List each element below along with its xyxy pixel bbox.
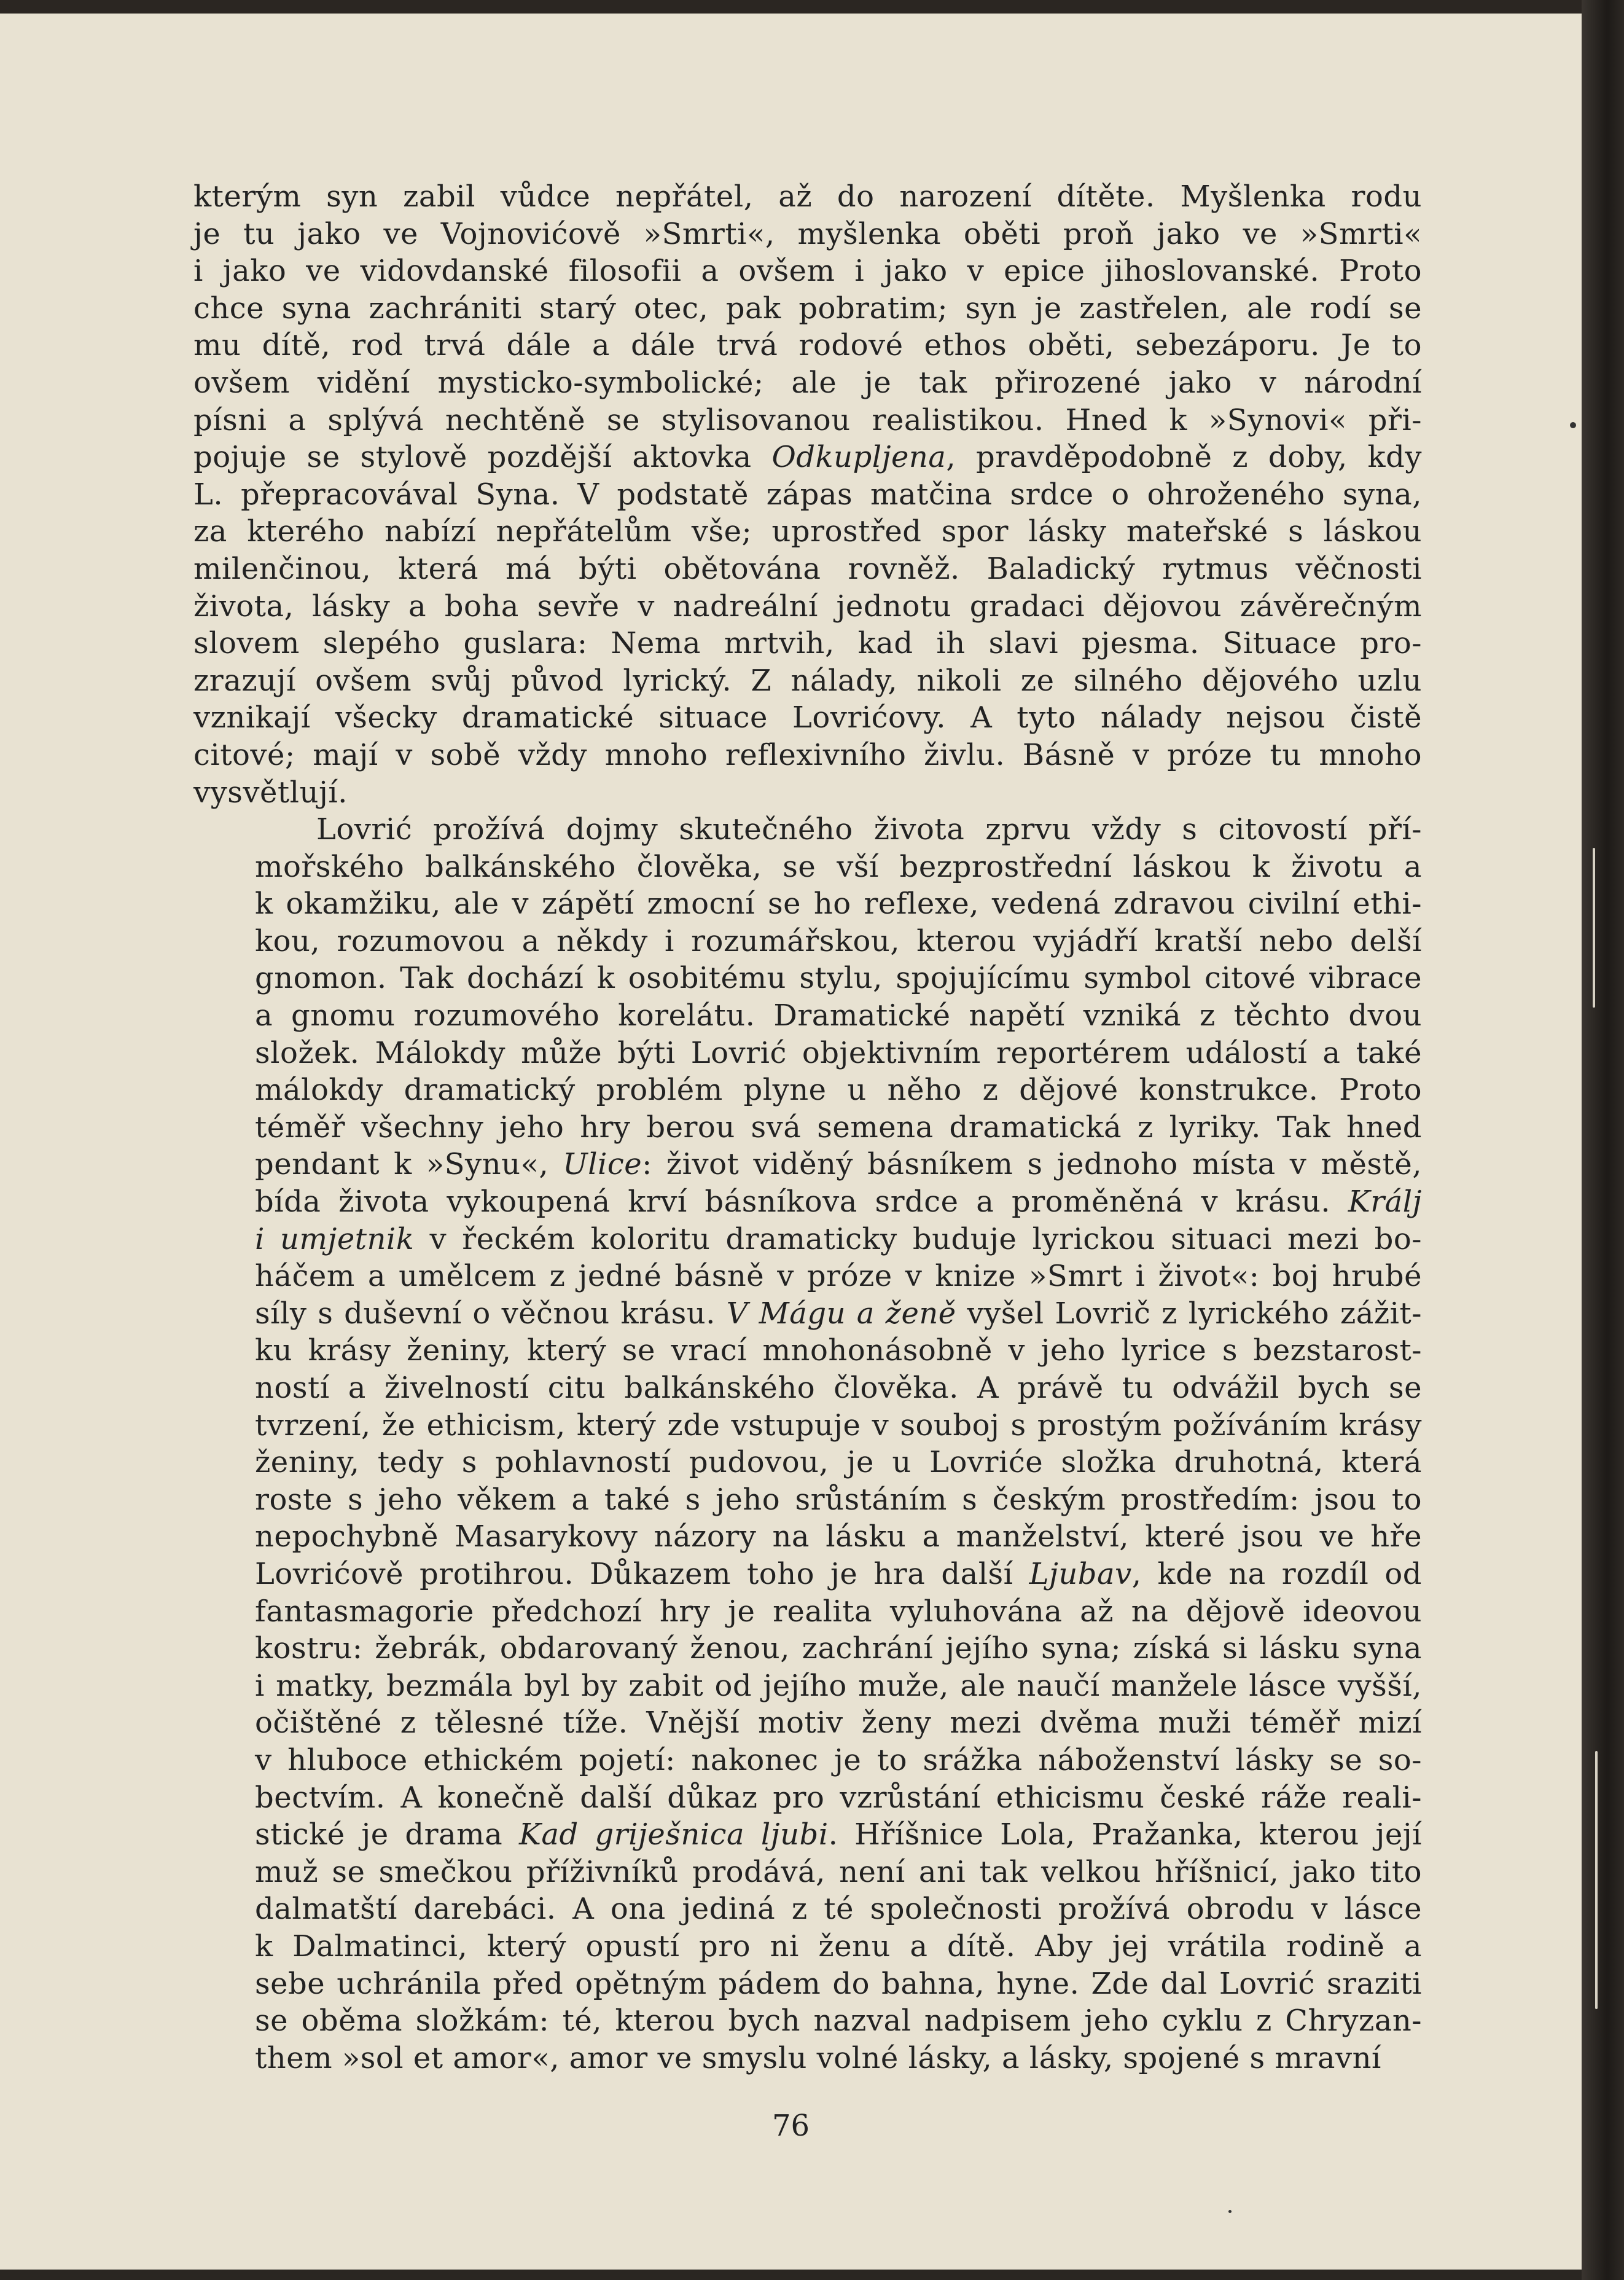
italic-title: Odkupljena [771,440,947,475]
text-segment: sebe uchránila před opětným pádem do bahna, hyne. Zde dal Lovrić sraziti [255,1966,1422,2001]
text-line [193,960,1422,997]
text-segment: vysvětlují. [193,775,348,810]
text-line [193,216,1422,253]
text-segment: pendant k »Synu«, [255,1147,563,1182]
text-segment: nepochybně Masarykovy názory na lásku a manželství, které jsou ve hře [255,1519,1422,1554]
text-line [193,290,1422,327]
text-segment: vznikají všecky dramatické situace Lovrićovy. A tyto nálady nejsou čistě [193,700,1422,735]
paragraph [193,178,1422,811]
text-segment: gnomon. Tak dochází k osobitému stylu, spojujícímu symbol citové vibrace [255,961,1422,996]
italic-title: V Mágu a ženě [726,1296,956,1331]
page-number: 76 [771,2109,810,2143]
text-line [193,848,1422,886]
text-segment: za kterého nabízí nepřátelům vše; uprostřed spor lásky mateřské s láskou [193,514,1422,549]
text-line [193,1704,1422,1742]
italic-title: i umjetnik [255,1221,415,1256]
text-segment: ovšem vidění mysticko-symbolické; ale je tak přirozené jako v národní [193,365,1422,400]
text-line [193,1109,1422,1146]
italic-title: Kad griješnica ljubi [519,1817,829,1852]
text-line [193,923,1422,960]
text-line [193,1035,1422,1072]
text-segment: Lovrić prožívá dojmy skutečného života zprvu vždy s citovostí pří- [316,812,1422,847]
text-line [193,774,1422,812]
text-segment: a gnomu rozumového korelátu. Dramatické napětí vzniká z těchto dvou [255,998,1422,1033]
text-segment: i jako ve vidovdanské filosofii a ovšem i jako v epice jihoslovanské. Proto [193,254,1422,289]
text-line [193,1816,1422,1854]
book-spine [1582,0,1624,2280]
text-segment: života, lásky a boha sevře v nadreální jednotu gradaci dějovou závěrečným [193,589,1422,624]
text-line [193,1071,1422,1109]
text-segment: háčem a umělcem z jedné básně v próze v knize »Smrt i život«: boj hrubé [255,1259,1422,1294]
text-segment: stické je drama [255,1817,520,1852]
body-text [193,178,1422,2077]
text-line [193,1779,1422,1817]
scan-edge-top [0,0,1624,14]
text-line [193,1407,1422,1444]
margin-mark [1570,422,1576,428]
spine-edge [1595,1751,1598,2009]
text-line [193,2002,1422,2040]
text-line [193,625,1422,662]
text-line [193,550,1422,588]
book-page [0,14,1582,2270]
text-segment: citové; mají v sobě vždy mnoho reflexivního živlu. Básně v próze tu mnoho [193,737,1422,772]
text-segment: bectvím. A konečně další důkaz pro vzrůstání ethicismu české ráže reali- [255,1780,1422,1815]
text-line [193,2040,1422,2077]
text-line [193,811,1422,848]
text-segment: složek. Málokdy může býti Lovrić objektivním reportérem událostí a také [255,1035,1422,1070]
text-line [193,513,1422,550]
italic-title: Králj [1348,1185,1422,1220]
italic-title: Ulice [563,1147,642,1182]
text-segment: písni a splývá nechtěně se stylisovanou realistikou. Hned k »Synovi« při- [193,402,1422,437]
text-segment: i matky, bezmála byl by zabit od jejího muže, ale naučí manžele lásce vyšší, [255,1668,1422,1703]
text-segment: k Dalmatinci, který opustí pro ni ženu a dítě. Aby jej vrátila rodině a [255,1929,1422,1964]
text-segment: očištěné z tělesné tíže. Vnější motiv ženy mezi dvěma muži téměř mizí [255,1706,1422,1741]
text-segment: ku krásy ženiny, který se vrací mnohonásobně v jeho lyrice s bezstarost- [255,1333,1422,1368]
text-line [193,1890,1422,1928]
text-line [193,1183,1422,1221]
margin-mark [1228,2210,1232,2213]
text-line [193,699,1422,737]
text-segment: ností a živelností citu balkánského člověka. A právě tu odvážil bych se [255,1371,1422,1405]
text-line [193,327,1422,364]
text-line [193,439,1422,476]
text-line [193,662,1422,700]
text-segment: se oběma složkám: té, kterou bych nazval nadpisem jeho cyklu z Chryzan- [255,2004,1422,2039]
text-segment: kou, rozumovou a někdy i rozumářskou, kterou vyjádří kratší nebo delší [255,923,1422,958]
text-segment: zrazují ovšem svůj původ lyrický. Z nálady, nikoli ze silného dějového uzlu [193,663,1422,698]
text-line [193,1928,1422,1965]
text-line [193,1518,1422,1556]
text-segment: k okamžiku, ale v zápětí zmocní se ho reflexe, vedená zdravou civilní ethi- [255,887,1422,922]
text-line [193,1369,1422,1407]
text-line [193,253,1422,290]
text-segment: milenčinou, která má býti obětována rovněž. Baladický rytmus věčnosti [193,551,1422,586]
text-segment: je tu jako ve Vojnovićově »Smrti«, myšlenka oběti proň jako ve »Smrti« [193,216,1422,251]
text-line [193,1221,1422,1258]
text-line [193,1556,1422,1593]
paragraph [193,811,1422,2077]
text-line [193,588,1422,625]
text-segment: Lovrićově protihrou. Důkazem toho je hra další [255,1556,1029,1591]
text-line [193,1667,1422,1705]
text-line [193,1258,1422,1295]
text-line [193,1444,1422,1481]
text-segment: pojuje se stylově pozdější aktovka [193,440,772,475]
text-segment: kostru: žebrák, obdarovaný ženou, zachrání jejího syna; získá si lásku syna [255,1631,1422,1666]
text-segment: síly s duševní o věčnou krásu. [255,1296,727,1331]
text-line [193,476,1422,514]
text-line [193,402,1422,439]
text-line [193,997,1422,1035]
text-line [193,1630,1422,1667]
text-line [193,1593,1422,1631]
text-segment: tvrzení, že ethicism, který zde vstupuje v souboj s prostým požíváním krásy [255,1408,1422,1443]
text-line [193,885,1422,923]
text-segment: fantasmagorie předchozí hry je realita vyluhována až na dějově ideovou [255,1594,1422,1629]
text-segment: ženiny, tedy s pohlavností pudovou, je u Lovriće složka druhotná, která [255,1445,1422,1480]
text-line [193,1965,1422,2003]
text-line [193,178,1422,216]
text-segment: mořského balkánského člověka, se vší bezprostřední láskou k životu a [255,849,1422,884]
text-line [193,1854,1422,1891]
text-segment: muž se smečkou příživníků prodává, není ani tak velkou hříšnicí, jako tito [255,1854,1422,1889]
text-line [193,1481,1422,1519]
text-line [193,737,1422,774]
text-segment: roste s jeho věkem a také s jeho srůstáním s českým prostředím: jsou to [255,1482,1422,1517]
text-segment: , pravděpodobně z doby, kdy [946,440,1422,475]
text-segment: v hluboce ethickém pojetí: nakonec je to srážka náboženství lásky se so- [255,1742,1422,1777]
text-line [193,1332,1422,1369]
text-line [193,1742,1422,1779]
text-segment: L. přepracovával Syna. V podstatě zápas matčina srdce o ohroženého syna, [193,477,1422,512]
text-segment: : život viděný básníkem s jednoho místa v městě, [642,1147,1422,1182]
text-line [193,1295,1422,1333]
text-segment: málokdy dramatický problém plyne u něho z dějové konstrukce. Proto [255,1073,1422,1108]
text-segment: , kde na rozdíl od [1131,1556,1422,1591]
text-segment: slovem slepého guslara: Nema mrtvih, kad ih slavi pjesma. Situace pro- [193,626,1422,661]
italic-title: Ljubav [1029,1556,1132,1591]
text-segment: . Hříšnice Lola, Pražanka, kterou její [828,1817,1422,1852]
text-segment: them »sol et amor«, amor ve smyslu volné lásky, a lásky, spojené s mravní [255,2040,1381,2075]
text-segment: chce syna zachrániti starý otec, pak pobratim; syn je zastřelen, ale rodí se [193,291,1422,326]
text-segment: bída života vykoupená krví básníkova srdce a proměněná v krásu. [255,1185,1348,1220]
text-line [193,1146,1422,1183]
text-segment: téměř všechny jeho hry berou svá semena dramatická z lyriky. Tak hned [255,1110,1422,1145]
text-segment: vyšel Lovrič z lyrického zážit- [956,1296,1423,1331]
text-segment: v řeckém koloritu dramaticky buduje lyrickou situaci mezi bo- [414,1221,1422,1256]
text-segment: kterým syn zabil vůdce nepřátel, až do narození dítěte. Myšlenka rodu [193,179,1422,214]
spine-edge [1593,848,1595,1008]
text-line [193,364,1422,402]
text-segment: dalmatští darebáci. A ona jediná z té společnosti prožívá obrodu v lásce [255,1892,1422,1927]
text-segment: mu dítě, rod trvá dále a dále trvá rodové ethos oběti, sebezáporu. Je to [193,328,1422,363]
